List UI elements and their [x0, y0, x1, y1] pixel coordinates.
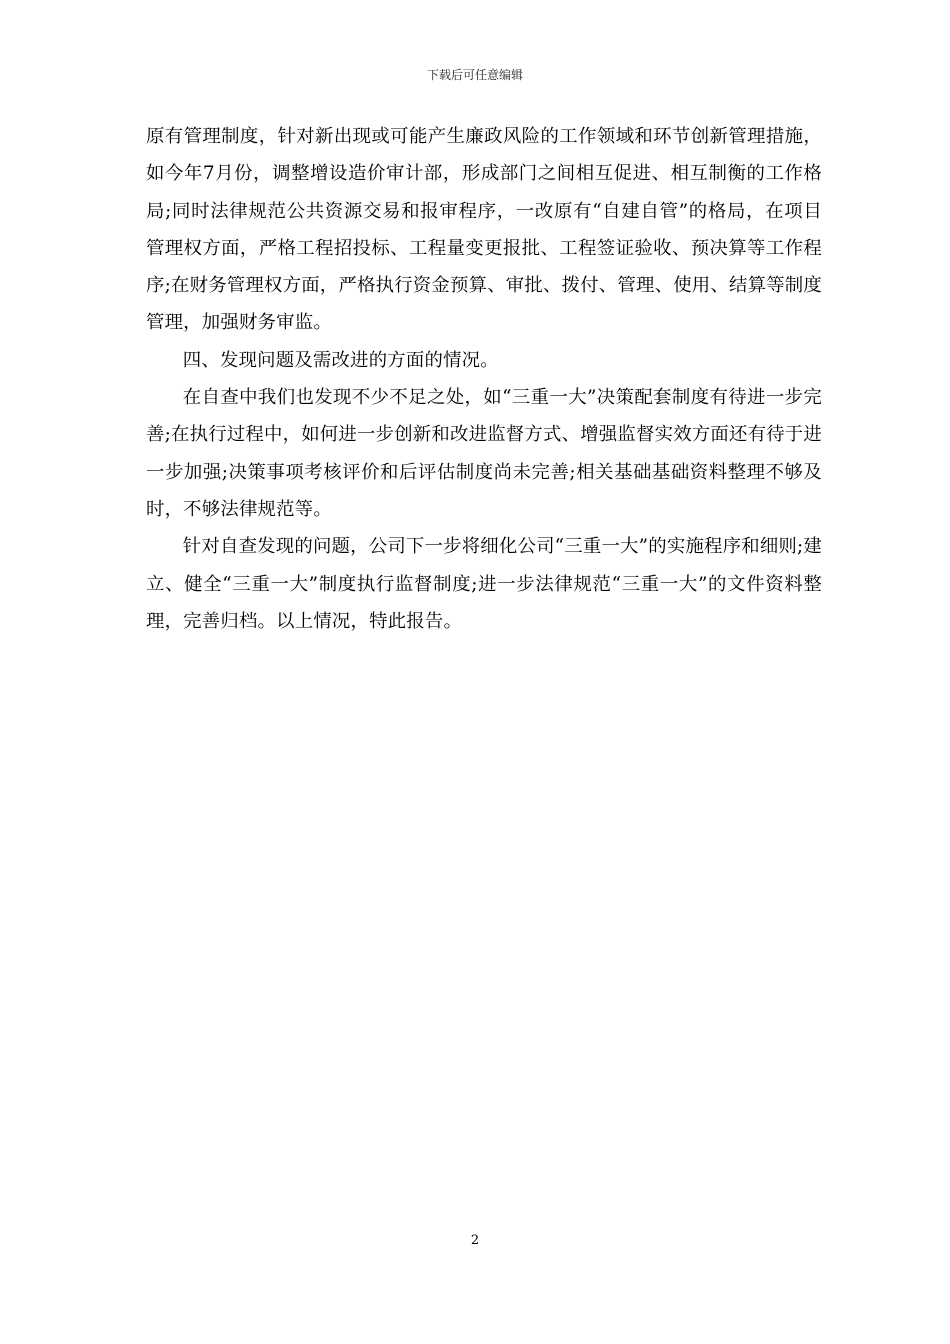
paragraph-issues: 在自查中我们也发现不少不足之处，如“三重一大”决策配套制度有待进一步完善;在执行过程中，如何进一步创新和改进监督方式、增强监督实效方面还有待于进一步加强;决策事项考核评价和后评估制度尚未完善;相关基础基础资料整理不够及时，不够法律规范等。: [146, 387, 822, 520]
page-header: 下载后可任意编辑: [426, 68, 523, 82]
document-body: [146, 118, 822, 640]
page-number: 2: [470, 1233, 480, 1248]
paragraph-next-steps: 针对自查发现的问题，公司下一步将细化公司“三重一大”的实施程序和细则;建立、健全“三重一大”制度执行监督制度;进一步法律规范“三重一大”的文件资料整理，完善归档。以上情况，特此报告。: [146, 536, 822, 632]
paragraph-continued: 原有管理制度，针对新出现或可能产生廉政风险的工作领域和环节创新管理措施，如今年7月份，调整增设造价审计部，形成部门之间相互促进、相互制衡的工作格局;同时法律规范公共资源交易和报审程序，一改原有“自建自管”的格局，在项目管理权方面，严格工程招投标、工程量变更报批、工程签证验收、预决算等工作程序;在财务管理权方面，严格执行资金预算、审批、拨付、管理、使用、结算等制度管理，加强财务审监。: [146, 126, 822, 334]
section-heading: 四、发现问题及需改进的方面的情况。: [182, 349, 499, 371]
